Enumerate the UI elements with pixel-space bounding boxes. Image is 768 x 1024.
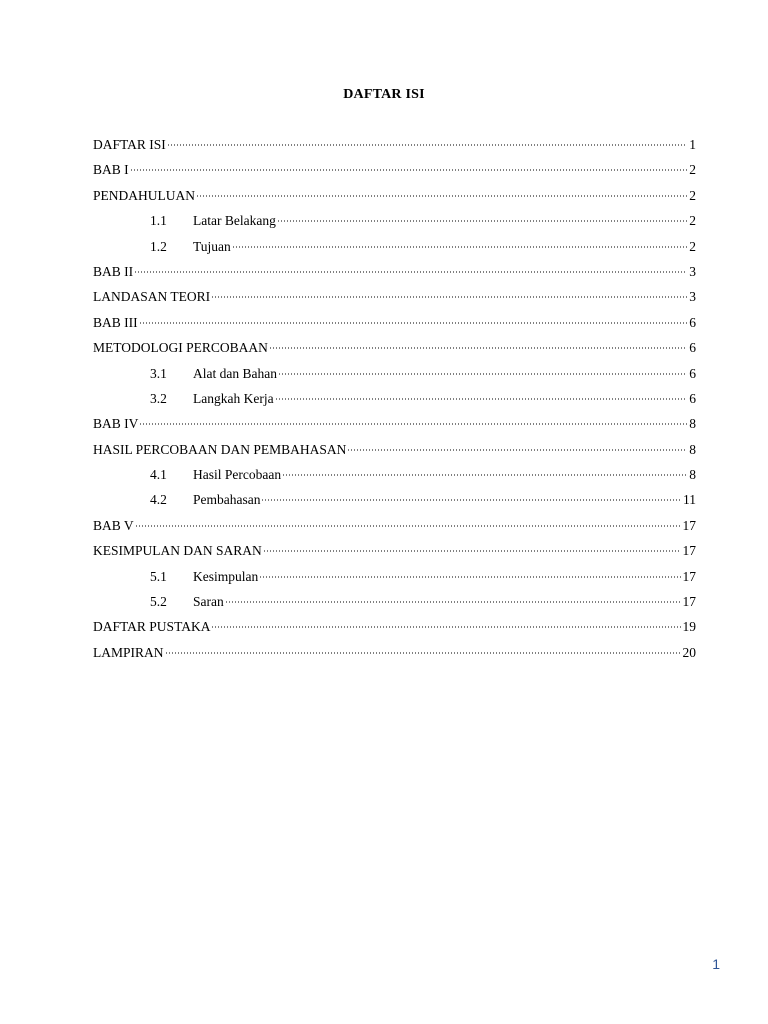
toc-entry-label: Pembahasan: [193, 492, 261, 508]
toc-entry[interactable]: [93, 614, 696, 639]
toc-entry-page: 6: [689, 365, 696, 381]
toc-entry-label: Alat dan Bahan: [193, 365, 277, 381]
toc-dot-leader: [261, 499, 681, 501]
toc-dot-leader: [139, 322, 688, 324]
toc-entry-page: 2: [689, 213, 696, 229]
toc-entry[interactable]: [93, 437, 696, 462]
toc-entry-label: HASIL PERCOBAAN DAN PEMBAHASAN: [93, 441, 347, 457]
toc-dot-leader: [269, 347, 687, 349]
toc-subentry[interactable]: [93, 462, 696, 487]
toc-entry-label: METODOLOGI PERCOBAAN: [93, 340, 268, 356]
page-title: DAFTAR ISI: [343, 87, 425, 102]
toc-entry-page: 8: [689, 441, 696, 457]
toc-entry-number: 3.2: [150, 390, 167, 406]
toc-dot-leader: [277, 220, 687, 222]
toc-entry-label: Latar Belakang: [193, 213, 276, 229]
toc-entry-label: BAB I: [93, 162, 129, 178]
toc-entry-page: 11: [683, 492, 696, 508]
toc-dot-leader: [263, 550, 681, 552]
toc-entry-label: BAB IV: [93, 416, 139, 432]
toc-entry-page: 2: [689, 162, 696, 178]
toc-dot-leader: [134, 271, 687, 273]
toc-dot-leader: [275, 398, 688, 400]
toc-entry-page: 3: [689, 289, 696, 305]
toc-entry-page: 3: [689, 263, 696, 279]
toc-entry-page: 17: [682, 594, 696, 610]
toc-entry[interactable]: [93, 132, 696, 157]
toc-entry[interactable]: [93, 284, 696, 309]
toc-entry-label: BAB III: [93, 314, 138, 330]
toc-subentry[interactable]: [93, 234, 696, 259]
toc-entry[interactable]: [93, 335, 696, 360]
toc-entry-label: PENDAHULUAN: [93, 187, 195, 203]
page-number: 1: [712, 956, 720, 972]
toc-entry-label: Tujuan: [193, 238, 231, 254]
toc-entry-number: 5.2: [150, 594, 167, 610]
toc-entry-number: 5.1: [150, 568, 167, 584]
toc-entry-page: 20: [682, 644, 696, 660]
toc-entry-label: Hasil Percobaan: [193, 467, 282, 483]
toc-entry-label: Langkah Kerja: [193, 390, 274, 406]
toc-subentry[interactable]: [93, 361, 696, 386]
toc-entry[interactable]: [93, 513, 696, 538]
toc-dot-leader: [211, 296, 687, 298]
toc-subentry[interactable]: [93, 208, 696, 233]
toc-entry-page: 17: [682, 543, 696, 559]
toc-dot-leader: [130, 169, 688, 171]
toc-entry-page: 8: [689, 416, 696, 432]
toc-entry-page: 6: [689, 314, 696, 330]
toc-entry-page: 17: [682, 517, 696, 533]
toc-entry-page: 17: [682, 568, 696, 584]
toc-entry-label: BAB II: [93, 263, 134, 279]
toc-entry-label: DAFTAR PUSTAKA: [93, 619, 211, 635]
toc-entry[interactable]: [93, 538, 696, 563]
toc-dot-leader: [278, 373, 687, 375]
toc-entry[interactable]: [93, 411, 696, 436]
toc-entry-page: 2: [689, 238, 696, 254]
toc-subentry[interactable]: [93, 589, 696, 614]
toc-entry-number: 1.1: [150, 213, 167, 229]
toc-entry-page: 6: [689, 340, 696, 356]
toc-subentry[interactable]: [93, 386, 696, 411]
toc-entry-label: LANDASAN TEORI: [93, 289, 211, 305]
toc-entry-page: 8: [689, 467, 696, 483]
toc-entry[interactable]: [93, 183, 696, 208]
toc-dot-leader: [282, 474, 687, 476]
toc-entry-page: 1: [689, 137, 696, 152]
toc-dot-leader: [167, 144, 687, 146]
toc-entry-label: DAFTAR ISI: [93, 137, 166, 152]
toc-entry-number: 4.2: [150, 492, 167, 508]
toc-entry-number: 3.1: [150, 365, 167, 381]
toc-entry-label: BAB V: [93, 517, 134, 533]
toc-dot-leader: [232, 246, 687, 248]
toc-dot-leader: [135, 525, 681, 527]
toc-entry-label: LAMPIRAN: [93, 644, 164, 660]
toc-entry-label: KESIMPULAN DAN SARAN: [93, 543, 262, 559]
toc-dot-leader: [225, 601, 681, 603]
toc-entry-page: 2: [689, 187, 696, 203]
toc-entry[interactable]: [93, 259, 696, 284]
toc-subentry[interactable]: [93, 564, 696, 589]
table-of-contents: [93, 132, 696, 665]
toc-entry-label: Kesimpulan: [193, 568, 259, 584]
toc-dot-leader: [196, 195, 687, 197]
toc-entry-page: 6: [689, 390, 696, 406]
toc-entry-label: Saran: [193, 594, 224, 610]
toc-entry[interactable]: [93, 640, 696, 665]
toc-entry-number: 4.1: [150, 467, 167, 483]
toc-dot-leader: [211, 626, 680, 628]
toc-entry-page: 19: [682, 619, 696, 635]
toc-dot-leader: [259, 576, 680, 578]
toc-entry[interactable]: [93, 310, 696, 335]
toc-entry[interactable]: [93, 157, 696, 182]
toc-dot-leader: [139, 423, 687, 425]
toc-subentry[interactable]: [93, 487, 696, 512]
toc-dot-leader: [165, 652, 681, 654]
toc-entry-number: 1.2: [150, 238, 167, 254]
toc-dot-leader: [347, 449, 687, 451]
